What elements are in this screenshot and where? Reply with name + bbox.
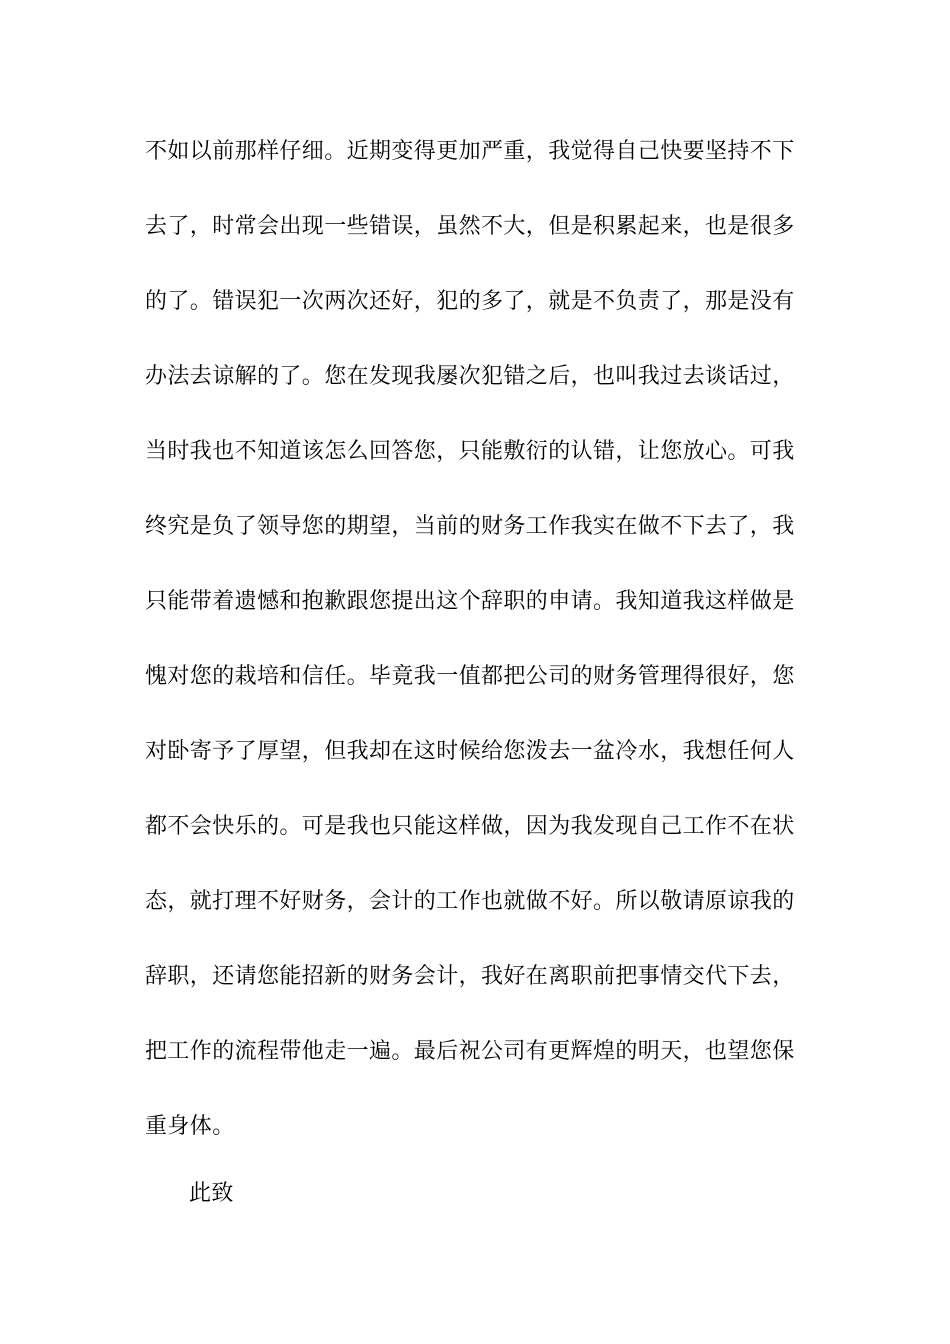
body-line: 终究是负了领导您的期望，当前的财务工作我实在做不下去了，我 xyxy=(145,514,795,539)
body-line: 重身体。 xyxy=(145,1114,235,1139)
closing-salutation: 此致 xyxy=(189,1181,234,1206)
body-line: 去了，时常会出现一些错误，虽然不大，但是积累起来，也是很多 xyxy=(145,214,795,239)
body-line: 都不会快乐的。可是我也只能这样做，因为我发现自己工作不在状 xyxy=(145,814,795,839)
letter-body xyxy=(145,130,810,1180)
body-line: 办法去谅解的了。您在发现我屡次犯错之后，也叫我过去谈话过， xyxy=(145,364,795,389)
body-line: 对卧寄予了厚望，但我却在这时候给您泼去一盆冷水，我想任何人 xyxy=(145,739,795,764)
body-line: 不如以前那样仔细。近期变得更加严重，我觉得自己快要坚持不下 xyxy=(145,139,795,164)
body-line: 辞职，还请您能招新的财务会计，我好在离职前把事情交代下去， xyxy=(145,964,795,989)
body-line: 只能带着遗憾和抱歉跟您提出这个辞职的申请。我知道我这样做是 xyxy=(145,589,795,614)
body-line: 态，就打理不好财务，会计的工作也就做不好。所以敬请原谅我的 xyxy=(145,889,795,914)
body-line: 把工作的流程带他走一遍。最后祝公司有更辉煌的明天，也望您保 xyxy=(145,1039,795,1064)
body-line: 愧对您的栽培和信任。毕竟我一值都把公司的财务管理得很好，您 xyxy=(145,664,795,689)
body-line: 的了。错误犯一次两次还好，犯的多了，就是不负责了，那是没有 xyxy=(145,289,795,314)
body-line: 当时我也不知道该怎么回答您，只能敷衍的认错，让您放心。可我 xyxy=(145,439,795,464)
